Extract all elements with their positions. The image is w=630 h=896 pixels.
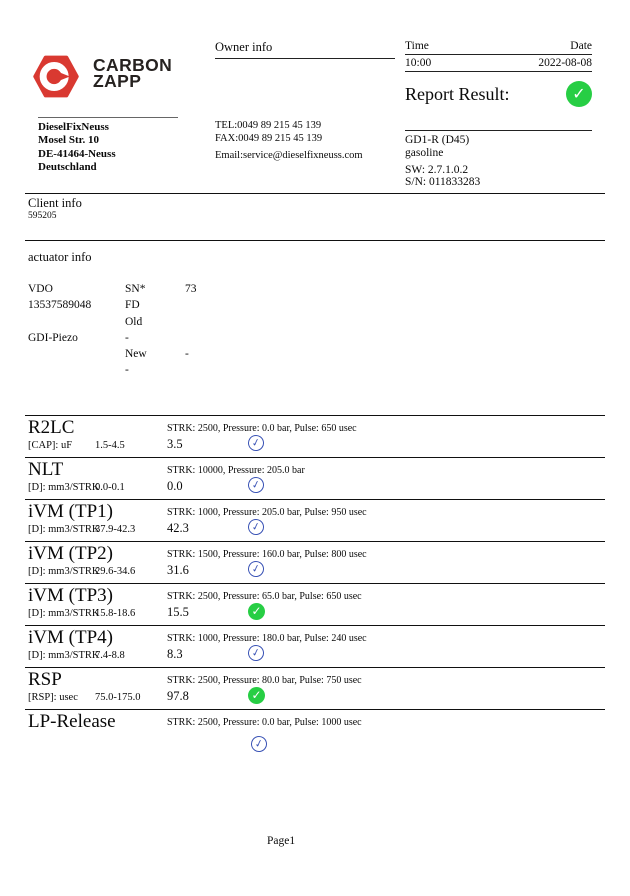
test-parameters: STRK: 1000, Pressure: 180.0 bar, Pulse: 240 usec <box>167 633 367 644</box>
test-parameters: STRK: 1500, Pressure: 160.0 bar, Pulse: 800 usec <box>167 549 367 560</box>
test-name: iVM (TP2) <box>28 543 113 564</box>
test-row <box>25 625 605 667</box>
actuator-cell: New <box>125 348 147 361</box>
actuator-cell <box>28 346 125 362</box>
test-row <box>25 541 605 583</box>
actuator-cell: VDO <box>28 283 53 295</box>
machine-sw: SW: 2.7.1.0.2 <box>405 163 469 176</box>
test-pass-check-icon <box>247 434 266 453</box>
test-name: iVM (TP4) <box>28 627 113 648</box>
address-separator <box>38 117 178 118</box>
test-value: 97.8 <box>167 689 189 703</box>
client-info-heading: Client info <box>28 196 82 210</box>
test-range: 37.9-42.3 <box>95 524 136 535</box>
owner-city: DE-41464-Neuss <box>38 147 116 160</box>
actuator-cell: - <box>125 331 129 344</box>
brand-name <box>93 57 172 89</box>
test-pass-check-icon <box>250 735 269 754</box>
test-unit: [D]: mm3/STRK <box>28 482 100 493</box>
owner-name: DieselFixNeuss <box>38 121 109 133</box>
test-row <box>25 709 605 762</box>
time-value: 10:00 <box>405 57 432 69</box>
actuator-row <box>28 362 328 378</box>
test-row <box>25 457 605 499</box>
time-label: Time <box>405 40 429 52</box>
actuator-row <box>28 346 328 362</box>
actuator-cell <box>28 314 125 330</box>
test-unit: [CAP]: uF <box>28 440 73 451</box>
test-pass-check-icon <box>248 687 265 704</box>
test-name: LP-Release <box>28 711 116 732</box>
owner-country: Deutschland <box>38 160 97 173</box>
test-name: RSP <box>28 669 62 690</box>
actuator-cell: GDI-Piezo <box>28 331 78 344</box>
test-value: 15.5 <box>167 605 189 619</box>
report-result-label: Report Result: <box>405 83 510 104</box>
actuator-cell: 73 <box>185 283 197 295</box>
page-number: Page1 <box>267 835 296 847</box>
owner-address <box>38 121 116 174</box>
date-label: Date <box>570 40 592 52</box>
test-unit: [D]: mm3/STRK <box>28 608 100 619</box>
test-range: 15.8-18.6 <box>95 608 136 619</box>
test-value: 3.5 <box>167 437 183 451</box>
test-row <box>25 667 605 709</box>
actuator-row <box>28 330 328 346</box>
actuator-cell: SN* <box>125 283 146 295</box>
actuator-cell <box>28 362 125 378</box>
test-row <box>25 415 605 457</box>
actuator-cell: - <box>125 364 129 377</box>
brand-logo <box>33 55 172 103</box>
machine-sn: S/N: 011833283 <box>405 176 481 189</box>
test-value: 42.3 <box>167 521 189 535</box>
client-id: 595205 <box>28 211 57 221</box>
test-value: 8.3 <box>167 647 183 661</box>
test-pass-check-icon <box>247 644 266 663</box>
actuator-cell <box>185 330 265 346</box>
test-unit: [D]: mm3/STRK <box>28 650 100 661</box>
actuator-cell: - <box>185 348 189 361</box>
test-parameters: STRK: 2500, Pressure: 0.0 bar, Pulse: 1000 usec <box>167 717 362 728</box>
divider-line <box>25 193 605 194</box>
test-range: 29.6-34.6 <box>95 566 136 577</box>
test-parameters: STRK: 2500, Pressure: 80.0 bar, Pulse: 750 usec <box>167 675 362 686</box>
time-date-block <box>405 40 592 72</box>
test-parameters: STRK: 1000, Pressure: 205.0 bar, Pulse: 950 usec <box>167 507 367 518</box>
owner-fax: FAX:0049 89 215 45 139 <box>215 133 323 144</box>
test-pass-check-icon <box>247 476 266 495</box>
test-pass-check-icon <box>248 603 265 620</box>
test-parameters: STRK: 2500, Pressure: 0.0 bar, Pulse: 650 usec <box>167 423 357 434</box>
test-unit: [RSP]: usec <box>28 692 78 703</box>
actuator-cell <box>185 297 265 313</box>
carbon-zapp-logo-icon <box>33 55 79 103</box>
owner-contact <box>215 119 363 162</box>
brand-line1: CARBON <box>93 55 173 75</box>
test-name: iVM (TP3) <box>28 585 113 606</box>
actuator-grid <box>28 281 328 379</box>
owner-info-heading: Owner info <box>215 40 395 59</box>
test-range: 1.5-4.5 <box>95 440 125 451</box>
test-range: 7.4-8.8 <box>95 650 125 661</box>
test-range: 75.0-175.0 <box>95 692 141 703</box>
actuator-row <box>28 281 328 297</box>
test-range: 0.0-0.1 <box>95 482 125 493</box>
actuator-info-heading: actuator info <box>28 250 92 264</box>
machine-fuel: gasoline <box>405 146 444 159</box>
test-pass-check-icon <box>247 560 266 579</box>
machine-info <box>405 130 592 189</box>
divider-line <box>25 240 605 241</box>
actuator-cell: 13537589048 <box>28 299 92 312</box>
owner-tel: TEL:0049 89 215 45 139 <box>215 120 322 131</box>
test-table <box>25 415 605 762</box>
test-name: NLT <box>28 459 64 480</box>
test-name: iVM (TP1) <box>28 501 113 522</box>
actuator-cell: FD <box>125 299 140 312</box>
test-pass-check-icon <box>247 518 266 537</box>
test-unit: [D]: mm3/STRK <box>28 566 100 577</box>
test-value: 0.0 <box>167 479 183 493</box>
actuator-row <box>28 314 328 330</box>
actuator-cell <box>185 362 265 378</box>
test-parameters: STRK: 10000, Pressure: 205.0 bar <box>167 465 305 476</box>
test-parameters: STRK: 2500, Pressure: 65.0 bar, Pulse: 650 usec <box>167 591 362 602</box>
actuator-cell: Old <box>125 315 143 328</box>
test-value: 31.6 <box>167 563 189 577</box>
report-result <box>405 81 592 107</box>
brand-line2: ZAPP <box>93 71 142 91</box>
report-result-pass-icon <box>566 81 592 107</box>
date-value: 2022-08-08 <box>538 57 592 69</box>
actuator-row <box>28 297 328 313</box>
owner-street: Mosel Str. 10 <box>38 134 100 147</box>
test-unit: [D]: mm3/STRK <box>28 524 100 535</box>
machine-model: GD1-R (D45) <box>405 134 470 146</box>
owner-email: Email:service@dieselfixneuss.com <box>215 150 363 161</box>
test-row <box>25 583 605 625</box>
test-name: R2LC <box>28 417 75 438</box>
actuator-cell <box>185 314 265 330</box>
test-row <box>25 499 605 541</box>
